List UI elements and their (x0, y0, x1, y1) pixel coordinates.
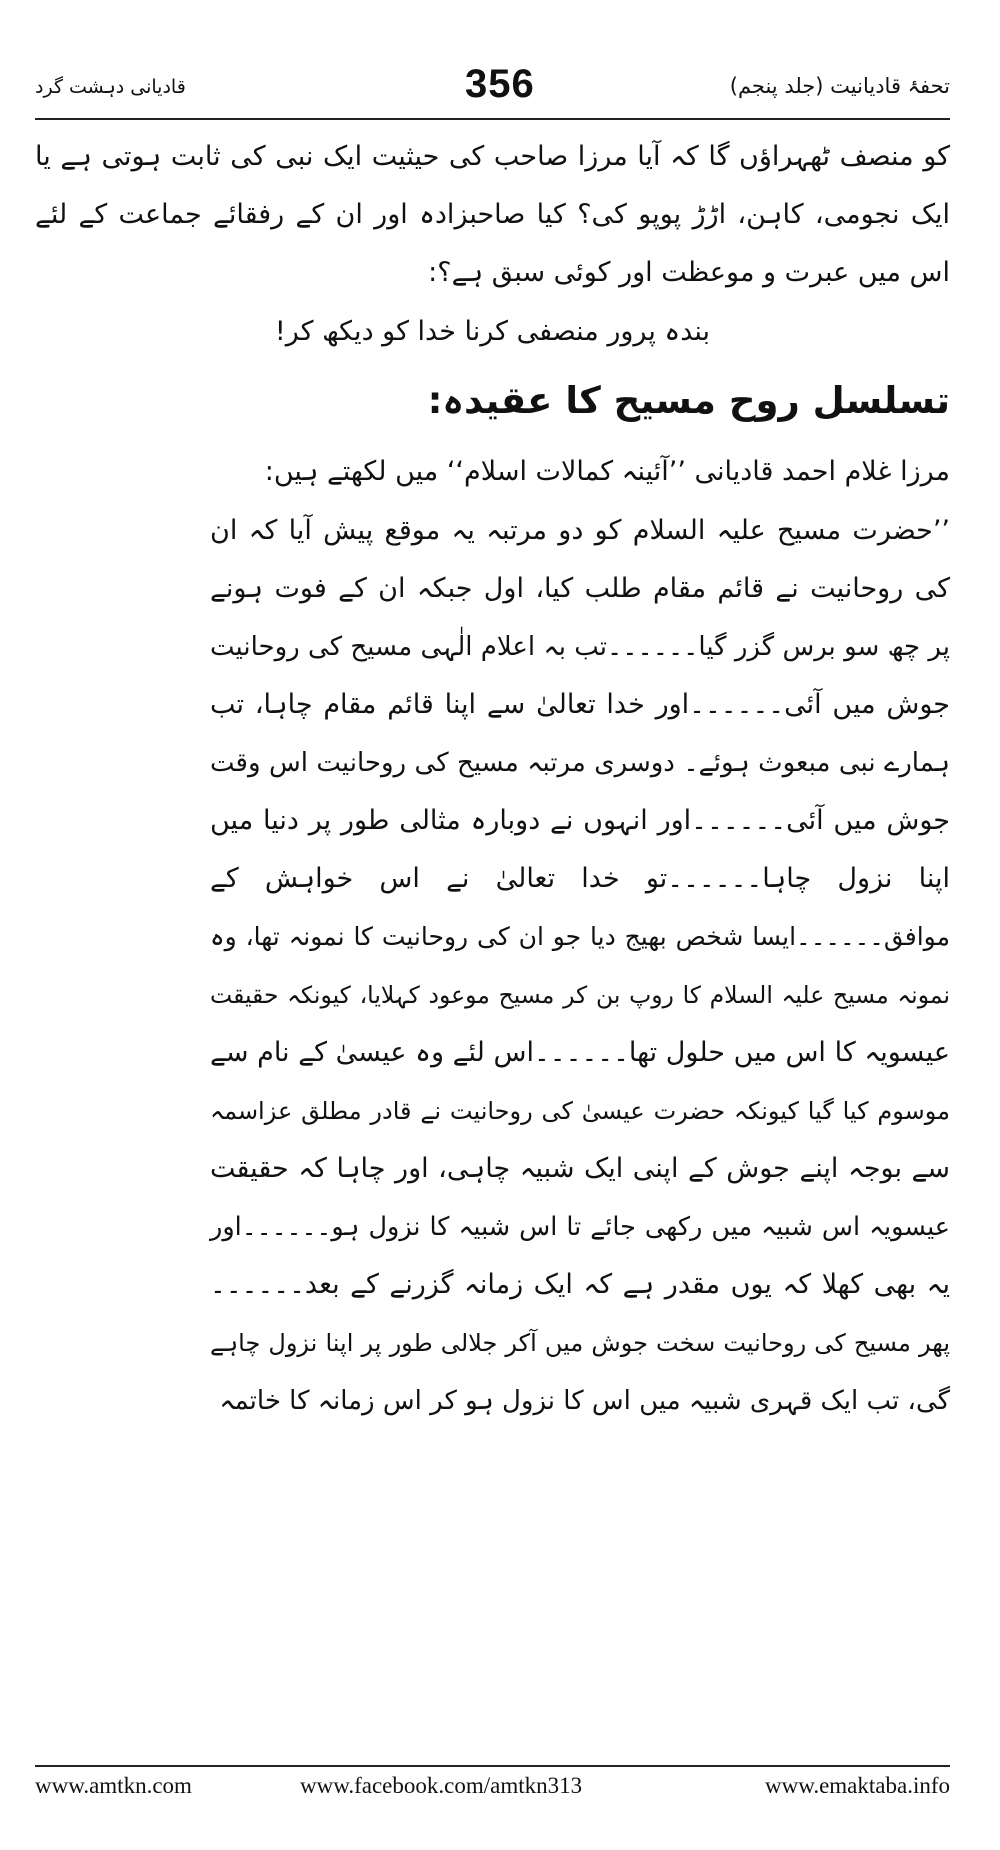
section-heading: تسلسل روح مسیح کا عقیدہ: (427, 379, 950, 422)
quote-line: جوش میں آئی۔۔۔۔۔۔اور خدا تعالیٰ سے اپنا قائم مقام چاہا، تب (210, 689, 950, 720)
quote-line: عیسویہ کا اس میں حلول تھا۔۔۔۔۔۔اس لئے وہ عیسیٰ کے نام سے (210, 1037, 950, 1068)
page-content (35, 128, 950, 1430)
page-header (35, 62, 950, 112)
footer-link-emaktaba[interactable]: www.emaktaba.info (765, 1773, 950, 1798)
quote-line: ’’حضرت مسیح علیہ السلام کو دو مرتبہ یہ موقع پیش آیا کہ ان (210, 515, 950, 546)
verse-line: بندہ پرور منصفی کرنا خدا کو دیکھ کر! (274, 316, 711, 347)
quote-line: موافق۔۔۔۔۔۔ایسا شخص بھیج دیا جو ان کی روحانیت کا نمونہ تھا، وہ (210, 922, 950, 951)
quote-line: موسوم کیا گیا کیونکہ حضرت عیسیٰ کی روحانیت نے قادر مطلق عزاسمہ (210, 1097, 950, 1125)
book-title: تحفۂ قادیانیت (جلد پنجم) (729, 74, 950, 98)
opening-paragraph: کو منصف ٹھہراؤں گا کہ آیا مرزا صاحب کی حیثیت ایک نبی کی ثابت ہوتی ہے یا ایک نجومی، کاہن، اڑڑ پوپو کی؟ کیا صاحبزادہ اور ان کے رفقائے جماعت کے لئے اس میں عبرت و موعظت اور کوئی سبق ہے؟: (35, 141, 950, 288)
footer-divider (35, 1765, 950, 1767)
quote-line: پر چھ سو برس گزر گیا۔۔۔۔۔۔تب بہ اعلام الٰہی مسیح کی روحانیت (210, 632, 950, 662)
quote-line: نمونہ مسیح علیہ السلام کا روپ بن کر مسیح موعود کہلایا، کیونکہ حقیقت (210, 981, 950, 1009)
page-footer (35, 1773, 950, 1809)
header-divider (35, 118, 950, 120)
footer-link-amtkn[interactable]: www.amtkn.com (35, 1773, 192, 1798)
footer-link-facebook[interactable]: www.facebook.com/amtkn313 (300, 1773, 583, 1798)
quote-line: عیسویہ اس شبیہ میں رکھی جائے تا اس شبیہ کا نزول ہو۔۔۔۔۔۔اور (210, 1212, 950, 1242)
quote-line: سے بوجہ اپنے جوش کے اپنی ایک شبیہ چاہی، اور چاہا کہ حقیقت (210, 1153, 950, 1184)
quote-line: پھر مسیح کی روحانیت سخت جوش میں آکر جلالی طور پر اپنا نزول چاہے (210, 1329, 950, 1357)
page-number: 356 (465, 62, 535, 106)
quote-line: کی روحانیت نے قائم مقام طلب کیا، اول جبکہ ان کے فوت ہونے (210, 573, 950, 604)
quote-line: یہ بھی کھلا کہ یوں مقدر ہے کہ ایک زمانہ گزرنے کے بعد۔۔۔۔۔۔ (210, 1269, 950, 1300)
quote-line: ہمارے نبی مبعوث ہوئے۔ دوسری مرتبہ مسیح کی روحانیت اس وقت (210, 748, 950, 778)
chapter-title: قادیانی دہشت گرد (35, 76, 186, 98)
quote-line: اپنا نزول چاہا۔۔۔۔۔۔تو خدا تعالیٰ نے اس خواہش کے (210, 863, 950, 894)
quotation-block (210, 502, 950, 1430)
quote-line: گی، تب ایک قہری شبیہ میں اس کا نزول ہو کر اس زمانہ کا خاتمہ (219, 1386, 950, 1416)
quote-intro: مرزا غلام احمد قادیانی ’’آئینہ کمالات اسلام‘‘ میں لکھتے ہیں: (264, 456, 950, 487)
quote-line: جوش میں آئی۔۔۔۔۔۔اور انہوں نے دوبارہ مثالی طور پر دنیا میں (210, 805, 950, 836)
